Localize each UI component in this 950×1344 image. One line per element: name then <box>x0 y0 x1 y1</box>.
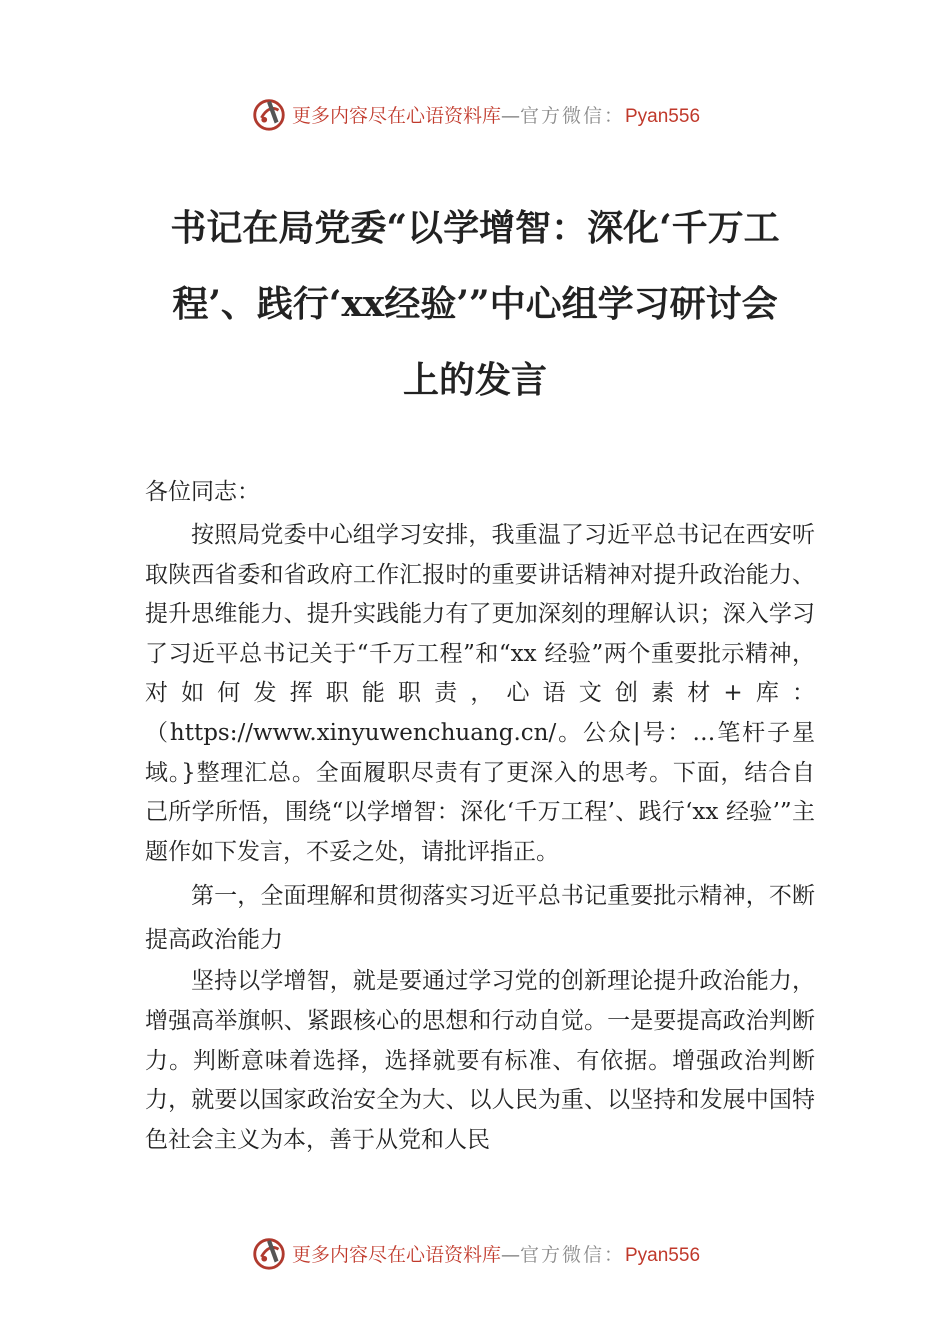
logo-icon <box>250 1234 288 1272</box>
footer-banner-wechat-id: Pyan556 <box>625 1244 701 1266</box>
footer-banner-wechat-label: 官方微信： <box>519 1243 625 1266</box>
footer-banner-name: 更多内容尽在心语资料库 <box>291 1243 501 1266</box>
paragraph-2: 坚持以学增智，就是要通过学习党的创新理论提升政治能力，增强高举旗帜、紧跟核心的思想和行动自觉。一是要提高政治判断力。判断意味着选择，选择就要有标准、有依据。增强政治判断力，就要以国家政治安全为大、以人民为重、以坚持和发展中国特色社会主义为本，善于从党和人民 <box>145 968 815 1153</box>
salutation: 各位同志： <box>145 479 260 505</box>
title-line-1: 书记在局党委“以学增智：深化‘千万工 <box>170 207 780 249</box>
section-heading-1: 第一，全面理解和贯彻落实习近平总书记重要批示精神，不断提高政治能力 <box>145 883 815 954</box>
paragraph-1: 按照局党委中心组学习安排，我重温了习近平总书记在西安听取陕西省委和省政府工作汇报时的重要讲话精神对提升政治能力、提升思维能力、提升实践能力有了更加深刻的理解认识；深入学习了习近平总书记关于“千万工程”和“xx 经验”两个重要批示精神，对如何发挥职能职责，心语文创素材+库：（https://www.xinyuwenchuang.cn/。公众|号：…笔杆子星域。}整理汇总。全面履职尽责有了更深入的思考。下面，结合自己所学所悟，围绕“以学增智：深化‘千万工程’、践行‘xx 经验’”主题作如下发言，不妥之处，请批评指正。 <box>145 522 815 865</box>
document-body <box>145 468 815 1160</box>
title-line-3: 上的发言 <box>402 359 547 401</box>
footer-banner-dash: — <box>500 1243 520 1266</box>
banner-text <box>292 101 700 128</box>
header-banner <box>0 92 950 136</box>
banner-wechat-label: 官方微信： <box>519 104 625 127</box>
footer-banner-text <box>292 1240 700 1267</box>
footer-banner <box>0 1231 950 1275</box>
document-title <box>140 190 810 418</box>
title-line-2: 程’、践行‘xx经验’”中心组学习研讨会 <box>172 283 778 325</box>
banner-wechat-id: Pyan556 <box>625 105 701 127</box>
logo-icon <box>250 95 288 133</box>
banner-name: 更多内容尽在心语资料库 <box>291 104 501 127</box>
banner-dash: — <box>500 104 520 127</box>
